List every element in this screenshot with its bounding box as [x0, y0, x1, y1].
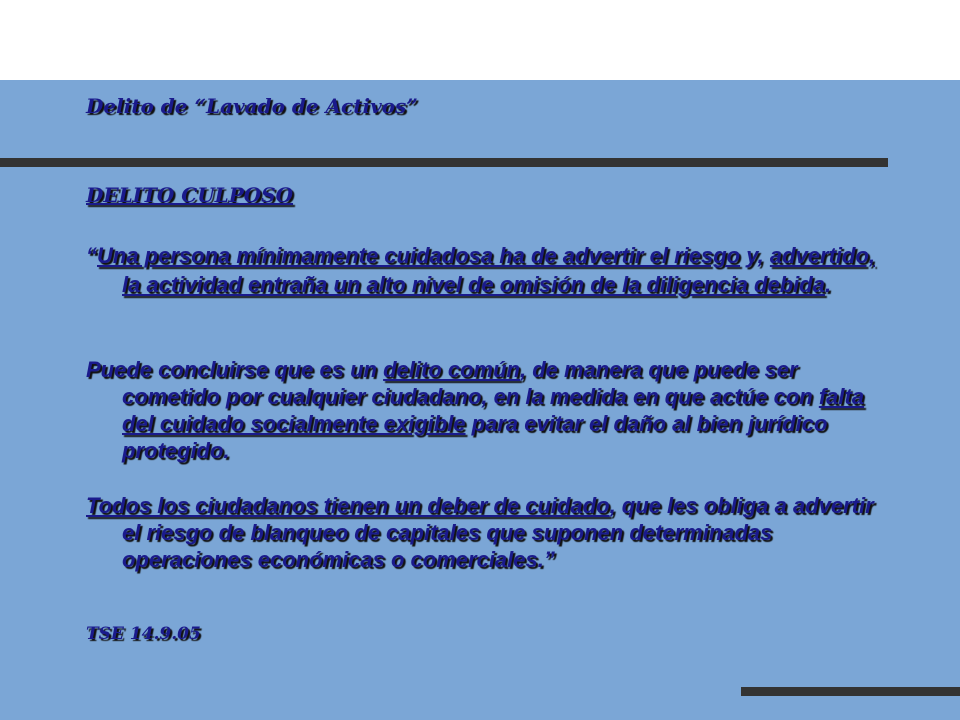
quote-paragraph-2	[86, 356, 886, 464]
underlined-phrase: advertido, la actividad entraña un alto nivel de omisión de la diligencia debida	[122, 243, 875, 297]
plain-text: .	[824, 272, 832, 297]
top-divider-rule	[0, 158, 888, 167]
underlined-phrase: Una persona mínimamente cuidadosa ha de advertir el riesgo	[97, 243, 741, 268]
plain-text: para evitar el daño al bien jurídico protegido.	[122, 411, 828, 463]
section-heading: DELITO CULPOSO	[86, 183, 294, 207]
quote-paragraph-1	[86, 241, 886, 299]
underlined-phrase: Todos los ciudadanos tienen un deber de cuidado	[86, 493, 610, 518]
bottom-accent-rule	[741, 687, 960, 696]
plain-text: , que les obliga a advertir el riesgo de blanqueo de capitales que suponen determinadas operaciones económicas o comerciales.”	[122, 493, 874, 572]
underlined-phrase: delito común	[383, 357, 520, 382]
open-quote: “	[86, 243, 97, 268]
plain-text: Puede concluirse que es un	[86, 357, 384, 382]
plain-text: y,	[740, 243, 770, 268]
underlined-phrase: falta del cuidado socialmente exigible	[122, 384, 865, 436]
quote-paragraph-3	[86, 492, 886, 573]
slide-title: Delito de “Lavado de Activos”	[86, 94, 418, 118]
citation: TSE 14.9.05	[86, 624, 201, 644]
plain-text: , de manera que puede ser cometido por cualquier ciudadano, en la medida en que actúe con	[122, 357, 819, 409]
